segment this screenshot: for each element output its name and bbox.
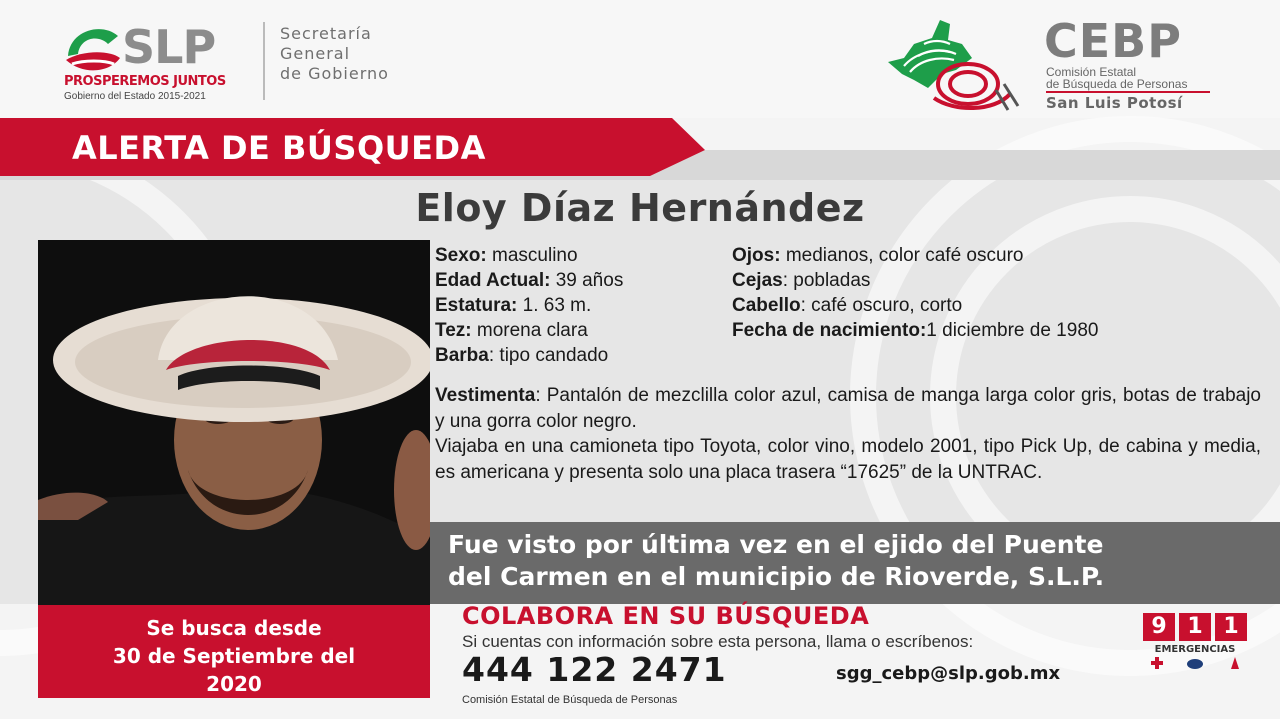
cebp-red-rule (1046, 91, 1210, 93)
detail-value: masculino (486, 245, 578, 266)
cebp-name-line-1: Comisión Estatal (1046, 65, 1137, 79)
fire-icon (1231, 657, 1239, 669)
cebp-map-fingerprint-icon (884, 14, 1029, 116)
collaborate-title: COLABORA EN SU BÚSQUEDA (462, 602, 870, 630)
detail-eyes (732, 245, 1023, 267)
detail-value: 1 diciembre de 1980 (926, 320, 1099, 341)
detail-value: 1. 63 m. (517, 295, 592, 316)
cebp-name-line-2: de Búsqueda de Personas (1046, 77, 1188, 91)
alert-title: ALERTA DE BÚSQUEDA (72, 129, 486, 167)
secretaria-line-1: Secretaría (280, 24, 372, 43)
missing-since-line-2: 30 de Septiembre del (112, 644, 356, 668)
missing-since-line-3: 2020 (206, 672, 262, 696)
detail-value: : tipo candado (488, 345, 609, 366)
detail-value: : café oscuro, corto (800, 295, 963, 316)
detail-label: Fecha de nacimiento: (732, 320, 927, 341)
emergency-label: EMERGENCIAS (1154, 644, 1236, 655)
secretaria-line-3: de Gobierno (280, 64, 389, 83)
last-seen-line-1: Fue visto por última vez en el ejido del Puente (448, 530, 1104, 559)
emergency-icons (1143, 657, 1247, 677)
contact-phone[interactable]: 444 122 2471 (462, 650, 727, 689)
emergency-digit-9: 9 (1143, 613, 1175, 641)
vehicle-description: Viajaba en una camioneta tipo Toyota, color vino, modelo 2001, tipo Pick Up, de cabina y media, es americana y presenta solo una placa trasera “17625” de la UNTRAC. (435, 436, 1261, 483)
detail-sex (435, 245, 578, 267)
commission-name: Comisión Estatal de Búsqueda de Personas (462, 694, 678, 706)
detail-age (435, 270, 623, 292)
clothing-description (435, 383, 1261, 485)
clothing-label: Vestimenta (435, 385, 536, 406)
cebp-logo-text: CEBP (1044, 14, 1182, 68)
detail-eyebrows (732, 270, 870, 292)
police-icon (1187, 659, 1203, 669)
emergency-911-logo (1143, 613, 1247, 677)
detail-label: Tez: (435, 320, 472, 341)
detail-beard (435, 345, 608, 367)
detail-value: : pobladas (782, 270, 871, 291)
detail-label: Estatura: (435, 295, 518, 316)
poster-header (0, 0, 1280, 118)
detail-label: Sexo: (435, 245, 487, 266)
detail-value: morena clara (471, 320, 588, 341)
detail-value: medianos, color café oscuro (780, 245, 1024, 266)
detail-hair (732, 295, 962, 317)
person-name: Eloy Díaz Hernández (415, 186, 865, 230)
person-photo-illustration (38, 240, 430, 605)
detail-label: Cabello (732, 295, 801, 316)
collaborate-text: Si cuentas con información sobre esta persona, llama o escríbenos: (462, 632, 974, 651)
detail-birthdate (732, 320, 1098, 342)
missing-since-line-1: Se busca desde (146, 616, 322, 640)
header-divider (263, 22, 265, 100)
clothing-paragraph (435, 383, 1261, 434)
slp-logo-text: SLP (122, 20, 216, 74)
detail-value: 39 años (550, 270, 624, 291)
slp-motto: PROSPEREMOS JUNTOS (64, 74, 226, 89)
detail-complexion (435, 320, 588, 342)
last-seen-line-2: del Carmen en el municipio de Rioverde, S.L.P. (448, 562, 1105, 591)
detail-label: Edad Actual: (435, 270, 551, 291)
person-photo (38, 240, 430, 605)
detail-height (435, 295, 591, 317)
detail-label: Barba (435, 345, 489, 366)
emergency-digit-1: 1 (1179, 613, 1211, 641)
detail-label: Ojos: (732, 245, 781, 266)
emergency-digit-1b: 1 (1215, 613, 1247, 641)
detail-label: Cejas (732, 270, 783, 291)
cebp-state: San Luis Potosí (1046, 94, 1183, 112)
contact-email[interactable]: sgg_cebp@slp.gob.mx (836, 663, 1061, 684)
secretaria-line-2: General (280, 44, 351, 63)
slp-government-period: Gobierno del Estado 2015-2021 (64, 91, 206, 102)
clothing-text: : Pantalón de mezclilla color azul, camisa de manga larga color gris, botas de trabajo y una gorra color negro. (435, 385, 1261, 432)
